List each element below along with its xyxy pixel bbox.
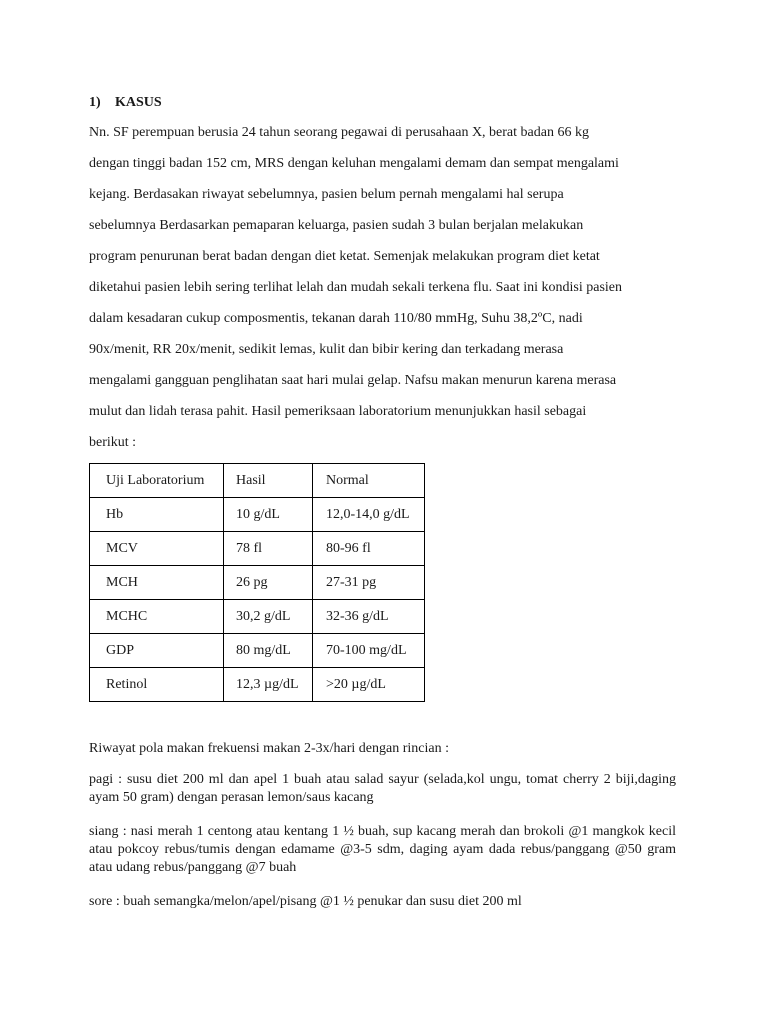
table-row (90, 566, 425, 600)
cell-test: MCHC (90, 600, 224, 634)
header-test: Uji Laboratorium (90, 464, 224, 498)
header-result: Hasil (224, 464, 313, 498)
cell-normal: 27-31 pg (313, 566, 425, 600)
cell-result: 10 g/dL (224, 498, 313, 532)
table-row (90, 600, 425, 634)
diet-intro: Riwayat pola makan frekuensi makan 2-3x/hari dengan rincian : (89, 741, 449, 756)
cell-test: MCV (90, 532, 224, 566)
case-paragraph-line: dengan tinggi badan 152 cm, MRS dengan keluhan mengalami demam dan sempat mengalami (89, 156, 619, 171)
section-heading (89, 94, 162, 112)
cell-normal: 32-36 g/dL (313, 600, 425, 634)
cell-test: Hb (90, 498, 224, 532)
cell-normal: 12,0-14,0 g/dL (313, 498, 425, 532)
case-paragraph-line: sebelumnya Berdasarkan pemaparan keluarga, pasien sudah 3 bulan berjalan melakukan (89, 218, 584, 233)
case-paragraph-line: Nn. SF perempuan berusia 24 tahun seorang pegawai di perusahaan X, berat badan 66 kg (89, 125, 589, 140)
table-header-row (90, 464, 425, 498)
table-row (90, 668, 425, 702)
cell-result: 80 mg/dL (224, 634, 313, 668)
cell-normal: >20 µg/dL (313, 668, 425, 702)
table-row (90, 532, 425, 566)
cell-normal: 80-96 fl (313, 532, 425, 566)
lab-results-table (89, 463, 425, 702)
diet-afternoon: sore : buah semangka/melon/apel/pisang @1 ½ penukar dan susu diet 200 ml (89, 894, 522, 909)
diet-noon: siang : nasi merah 1 centong atau kentang 1 ½ buah, sup kacang merah dan brokoli @1 mangkok kecil atau pokcoy rebus/tumis dengan edamame @3-5 sdm, daging ayam dada rebus/panggang @50 gram atau udang rebus/panggang @7 buah (89, 824, 676, 875)
case-paragraph-line: diketahui pasien lebih sering terlihat lelah dan mudah sekali terkena flu. Saat ini kondisi pasien (89, 280, 623, 295)
cell-test: MCH (90, 566, 224, 600)
case-paragraph-line: berikut : (89, 435, 137, 450)
cell-result: 78 fl (224, 532, 313, 566)
section-title: KASUS (115, 95, 162, 110)
table-row (90, 634, 425, 668)
case-paragraph-line: mengalami gangguan penglihatan saat hari mulai gelap. Nafsu makan menurun karena merasa (89, 373, 617, 388)
cell-test: Retinol (90, 668, 224, 702)
case-paragraph-line: dalam kesadaran cukup composmentis, tekanan darah 110/80 mmHg, Suhu 38,2ºC, nadi (89, 311, 583, 326)
case-paragraph-line: mulut dan lidah terasa pahit. Hasil pemeriksaan laboratorium menunjukkan hasil sebagai (89, 404, 587, 419)
cell-normal: 70-100 mg/dL (313, 634, 425, 668)
diet-morning: pagi : susu diet 200 ml dan apel 1 buah atau salad sayur (selada,kol ungu, tomat cherry 2 biji,daging ayam 50 gram) dengan perasan lemon/saus kacang (89, 772, 676, 805)
header-normal: Normal (313, 464, 425, 498)
section-number: 1) (89, 95, 101, 110)
cell-result: 26 pg (224, 566, 313, 600)
cell-result: 30,2 g/dL (224, 600, 313, 634)
cell-test: GDP (90, 634, 224, 668)
case-paragraph-line: kejang. Berdasakan riwayat sebelumnya, pasien belum pernah mengalami hal serupa (89, 187, 564, 202)
cell-result: 12,3 µg/dL (224, 668, 313, 702)
case-paragraph-line: program penurunan berat badan dengan diet ketat. Semenjak melakukan program diet ketat (89, 249, 600, 264)
table-row (90, 498, 425, 532)
case-paragraph-line: 90x/menit, RR 20x/menit, sedikit lemas, kulit dan bibir kering dan terkadang merasa (89, 342, 564, 357)
